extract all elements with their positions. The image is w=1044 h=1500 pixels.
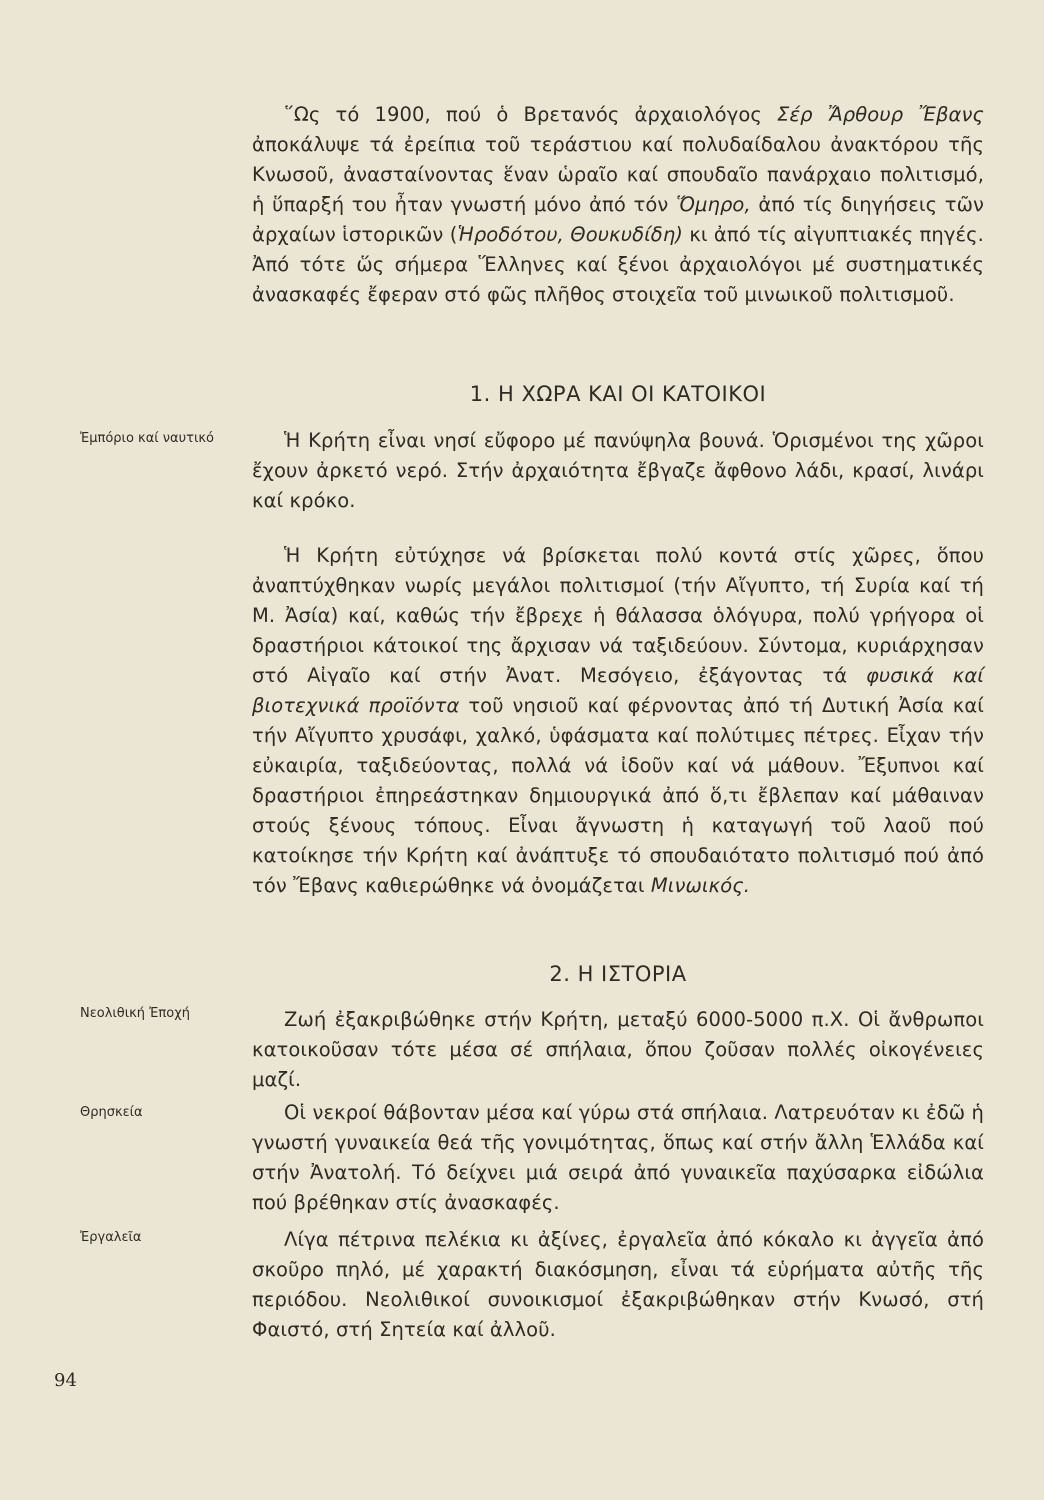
intro-text-a: ῞Ως τό 1900, πού ὁ Βρετανός ἀρχαιολόγος	[284, 103, 778, 126]
section2-paragraph-3: Λίγα πέτρινα πελέκια κι ἀξίνες, ἐργαλεῖα ἀπό κόκαλο κι ἀγγεῖα ἀπό σκοῦρο πηλό, μέ χαρακτή διακόσμηση, εἶναι τά εὑρήματα αὐτῆς τῆς περιόδου. Νεολιθικοί συνοικισμοί ἐξακριβώθηκαν στήν Κνωσό, στή Φαιστό, στή Σητεία καί ἀλλοῦ.	[252, 1228, 984, 1341]
section2-paragraph-3-block	[252, 1225, 984, 1345]
para2-text-a: Ἡ Κρήτη εὐτύχησε νά βρίσκεται πολύ κοντά στίς χῶρες, ὅπου ἀναπτύχθηκαν νωρίς μεγάλοι πολιτισμοί (τήν Αἴγυπτο, τή Συρία καί τή Μ. Ἀσία) καί, καθώς τήν ἔβρεχε ἡ θάλασσα ὁλόγυρα, πολύ γρήγορα οἱ δραστήριοι κάτοικοί της ἄρχισαν νά ταξιδεύουν. Σύντομα, κυριάρχησαν στό Αἰγαῖο καί στήν Ἀνατ. Μεσόγειο, ἐξάγοντας τά	[252, 544, 984, 687]
section1-paragraph-1: Ἡ Κρήτη εἶναι νησί εὔφορο μέ πανύψηλα βουνά. Ὁρισμένοι της χῶροι ἔχουν ἀρκετό νερό. Στήν ἀρχαιότητα ἔβγαζε ἄφθονο λάδι, κρασί, λινάρι καί κρόκο.	[252, 429, 984, 512]
section1-paragraph-1-block	[252, 426, 984, 516]
section2-paragraph-1: Ζωή ἐξακριβώθηκε στήν Κρήτη, μεταξύ 6000-5000 π.Χ. Οἱ ἄνθρωποι κατοικοῦσαν τότε μέσα σέ σπήλαια, ὅπου ζοῦσαν πολλές οἰκογένειες μαζί.	[252, 1008, 984, 1091]
section1-paragraph-2-block	[252, 541, 984, 901]
intro-text-d: κι ἀπό τίς αἰγυπτιακές πηγές. Ἀπό τότε ὥς σήμερα Ἕλληνες καί ξένοι ἀρχαιολόγοι μέ συστηματικές ἀνασκαφές ἔφεραν στό φῶς πλῆθος στοιχεῖα τοῦ μινωικοῦ πολιτισμοῦ.	[252, 223, 984, 306]
para2-text-b: τοῦ νησιοῦ καί φέρνοντας ἀπό τή Δυτική Ἀσία καί τήν Αἴγυπτο χρυσάφι, χαλκό, ὑφάσματα καί πολύτιμες πέτρες. Εἶχαν τήν εὐκαιρία, ταξιδεύοντας, πολλά νά ἰδοῦν καί νά μάθουν. Ἔξυπνοι καί δραστήριοι ἐπηρεάστηκαν δημιουργικά ἀπό ὅ,τι ἔβλεπαν καί μάθαιναν στούς ξένους τόπους. Εἶναι ἄγνωστη ἡ καταγωγή τοῦ λαοῦ πού κατοίκησε τήν Κρήτη καί ἀνάπτυξε τό σπουδαιότατο πολιτισμό πού ἀπό τόν Ἔβανς καθιερώθηκε νά ὀνομάζεται	[252, 694, 984, 897]
margin-note-neolithic: Νεολιθική Ἐποχή	[80, 1006, 190, 1021]
section1-paragraph-2	[252, 541, 984, 901]
margin-note-tools: Ἐργαλεῖα	[80, 1230, 142, 1245]
margin-note-commerce: Ἐμπόριο καί ναυτικό	[80, 431, 214, 446]
section2-paragraph-1-block	[252, 1005, 984, 1095]
section1-heading: 1. Η ΧΩΡΑ ΚΑΙ ΟΙ ΚΑΤΟΙΚΟΙ	[469, 382, 767, 406]
section2-paragraph-2: Οἱ νεκροί θάβονταν μέσα καί γύρω στά σπήλαια. Λατρευόταν κι ἐδῶ ἡ γνωστή γυναικεία θεά τῆς γονιμότητας, ὅπως καί στήν ἄλλη Ἑλλάδα καί στήν Ἀνατολή. Τό δείχνει μιά σειρά ἀπό γυναικεῖα παχύσαρκα εἰδώλια πού βρέθηκαν στίς ἀνασκαφές.	[252, 1101, 984, 1214]
names-historians: Ἡροδότου, Θουκυδίδη)	[457, 223, 684, 246]
page-number: 94	[54, 1370, 77, 1391]
intro-text-c: ἀπό τίς διηγήσεις τῶν ἀρχαίων ἱστορικῶν (	[252, 193, 984, 246]
section2-paragraph-2-block	[252, 1098, 984, 1218]
para2-minoan: Μινωικός.	[650, 874, 751, 897]
intro-paragraph	[252, 100, 984, 310]
intro-text-b: ἀποκάλυψε τά ἐρείπια τοῦ τεράστιου καί πολυδαίδαλου ἀνακτόρου τῆς Κνωσοῦ, ἀνασταίνοντας ἕναν ὡραῖο καί σπουδαῖο πανάρχαιο πολιτισμό, ἡ ὕπαρξή του ἦταν γνωστή μόνο ἀπό τόν	[252, 133, 984, 216]
para2-products: φυσικά καί βιοτεχνικά προϊόντα	[252, 664, 984, 717]
intro-block	[252, 100, 984, 310]
name-evans: Σέρ Ἄρθουρ Ἔβανς	[777, 103, 984, 126]
margin-note-religion: Θρησκεία	[80, 1105, 143, 1120]
section2-heading: 2. Η ΙΣΤΟΡΙΑ	[549, 962, 687, 986]
name-homer: Ὅμηρο,	[675, 193, 751, 216]
